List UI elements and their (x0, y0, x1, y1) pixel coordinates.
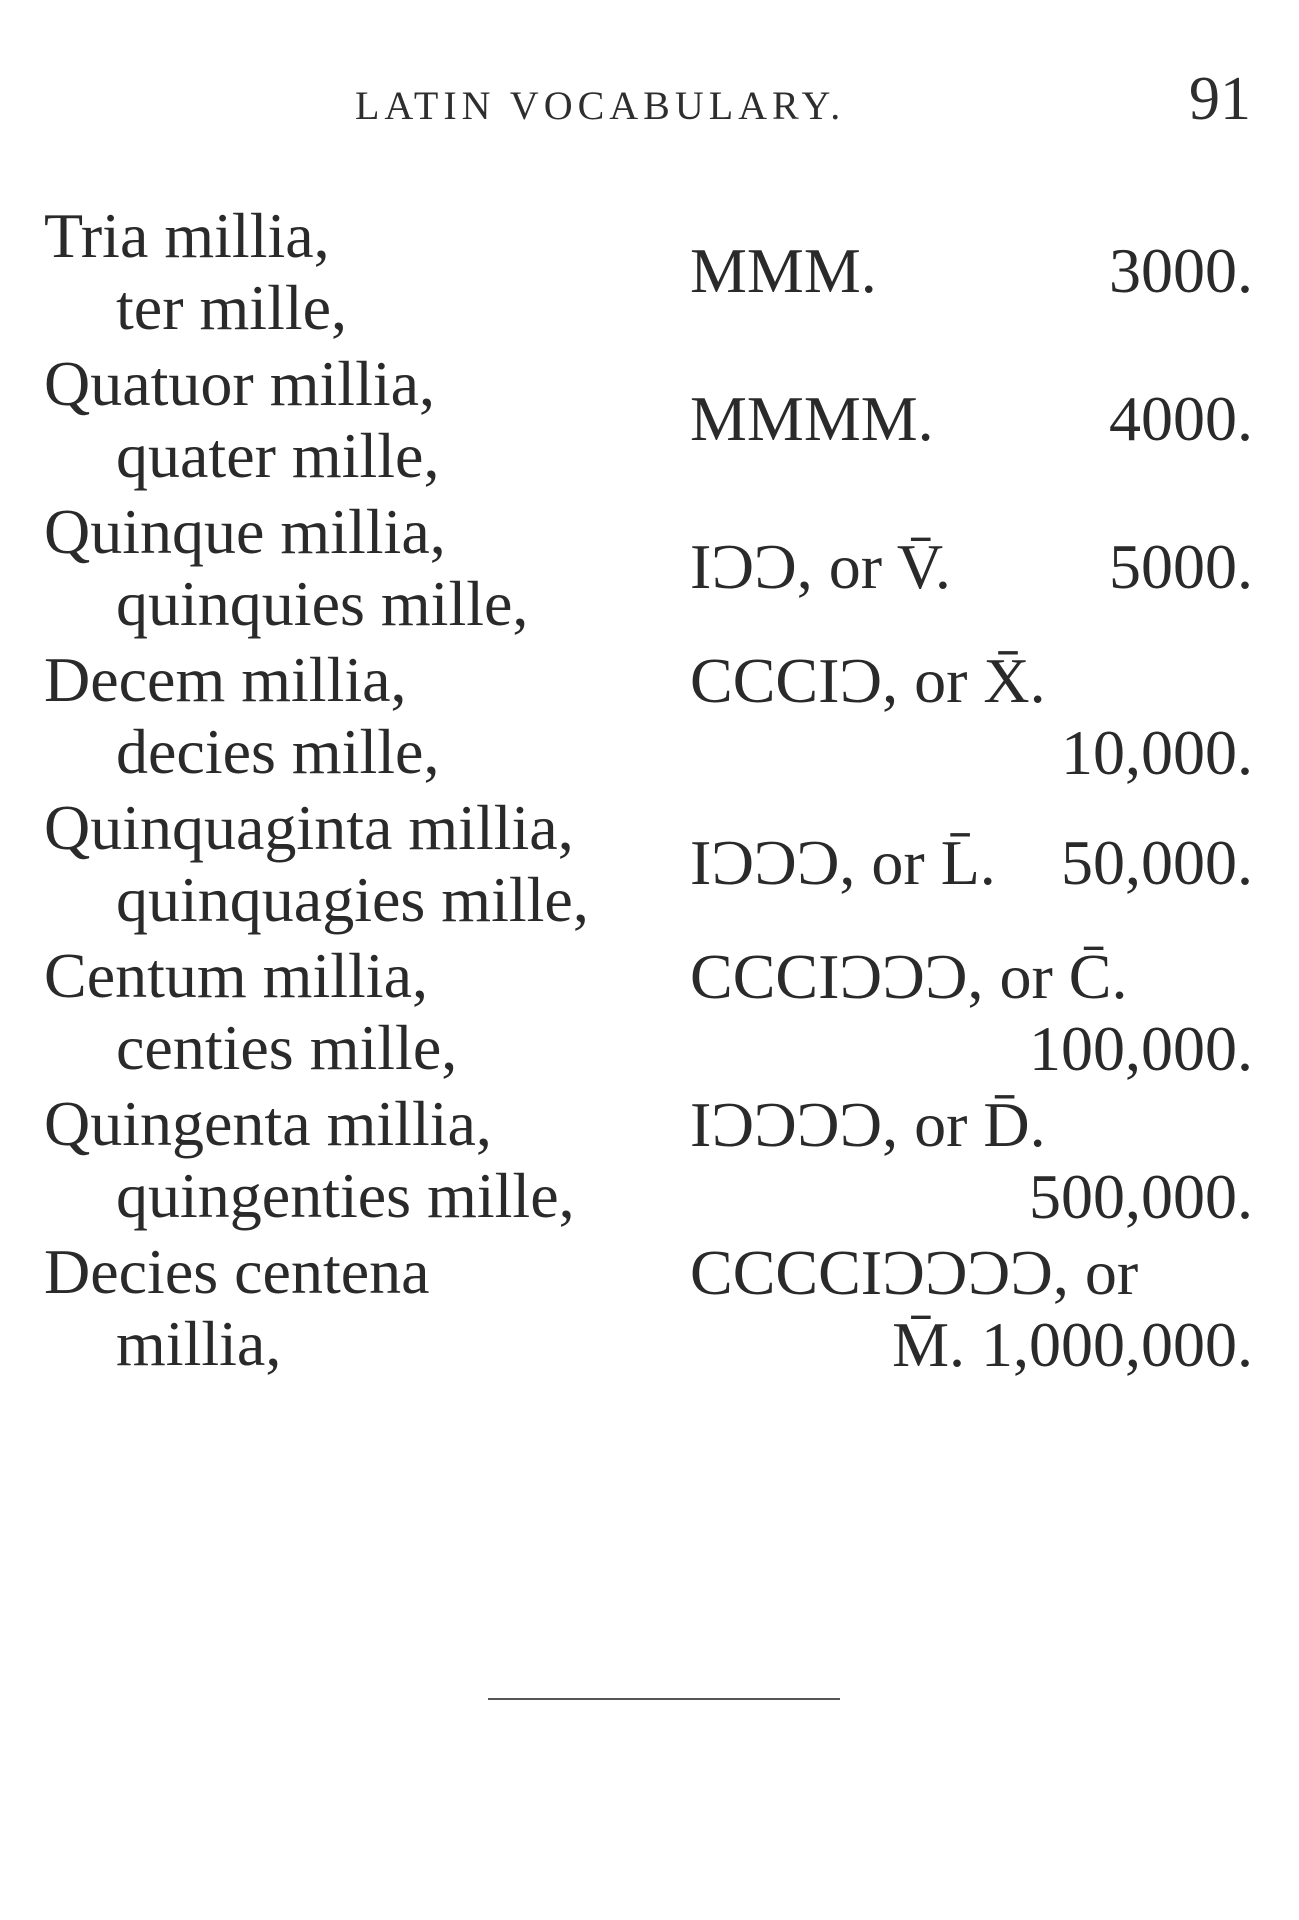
roman-numeral: CCCIƆƆƆ, or C̄. (690, 941, 1128, 1012)
latin-term-line1: Decies centena (44, 1236, 430, 1307)
latin-term-line2: ter mille, (116, 272, 348, 343)
table-row (0, 792, 1299, 940)
running-title: LATIN VOCABULARY. (355, 83, 846, 128)
latin-term (44, 348, 439, 492)
latin-term (44, 1088, 575, 1232)
numeral-table (0, 200, 1299, 1384)
latin-term (44, 1236, 430, 1380)
arabic-value: 4000. (1109, 383, 1253, 454)
roman-numeral: IƆƆƆƆ, or D̄. (690, 1089, 1046, 1160)
table-row (0, 1236, 1299, 1384)
arabic-value: 50,000. (1061, 827, 1253, 898)
table-row (0, 644, 1299, 792)
roman-numeral: CCCCIƆƆƆƆ, or (690, 1237, 1139, 1308)
latin-term (44, 496, 528, 640)
latin-term-line1: Decem millia, (44, 644, 407, 715)
latin-term (44, 940, 457, 1084)
arabic-value: 100,000. (1029, 1013, 1253, 1084)
section-divider (488, 1698, 840, 1700)
table-row (0, 496, 1299, 644)
table-row (0, 348, 1299, 496)
roman-numeral: IƆƆƆ, or L̄. (690, 827, 996, 898)
latin-term-line1: Centum millia, (44, 940, 428, 1011)
arabic-value: 5000. (1109, 531, 1253, 602)
latin-term-line2: decies mille, (116, 716, 440, 787)
table-row (0, 200, 1299, 348)
latin-term-line1: Quinquaginta millia, (44, 792, 574, 863)
latin-term-line1: Quatuor millia, (44, 348, 436, 419)
roman-numeral: IƆƆ, or V̄. (690, 531, 951, 602)
latin-term-line2: quinquies mille, (116, 568, 529, 639)
arabic-value: 10,000. (1061, 717, 1253, 788)
latin-term-line2: millia, (116, 1308, 282, 1379)
page-header (0, 64, 1299, 134)
latin-term-line2: quingenties mille, (116, 1160, 575, 1231)
latin-term-line2: centies mille, (116, 1012, 458, 1083)
latin-term-line1: Quingenta millia, (44, 1088, 492, 1159)
page-number: 91 (1189, 65, 1251, 133)
arabic-value: 3000. (1109, 235, 1253, 306)
roman-numeral: MMM. (690, 235, 877, 306)
table-row (0, 1088, 1299, 1236)
latin-term-line1: Tria millia, (44, 200, 330, 271)
roman-numeral: CCCIƆ, or X̄. (690, 645, 1046, 716)
arabic-value: 500,000. (1029, 1161, 1253, 1232)
arabic-value: M̄. 1,000,000. (892, 1309, 1253, 1380)
roman-numeral: MMMM. (690, 383, 934, 454)
latin-term (44, 644, 439, 788)
latin-term (44, 200, 347, 344)
table-row (0, 940, 1299, 1088)
latin-term (44, 792, 589, 936)
latin-term-line2: quater mille, (116, 420, 440, 491)
latin-term-line2: quinquagies mille, (116, 864, 589, 935)
latin-term-line1: Quinque millia, (44, 496, 446, 567)
